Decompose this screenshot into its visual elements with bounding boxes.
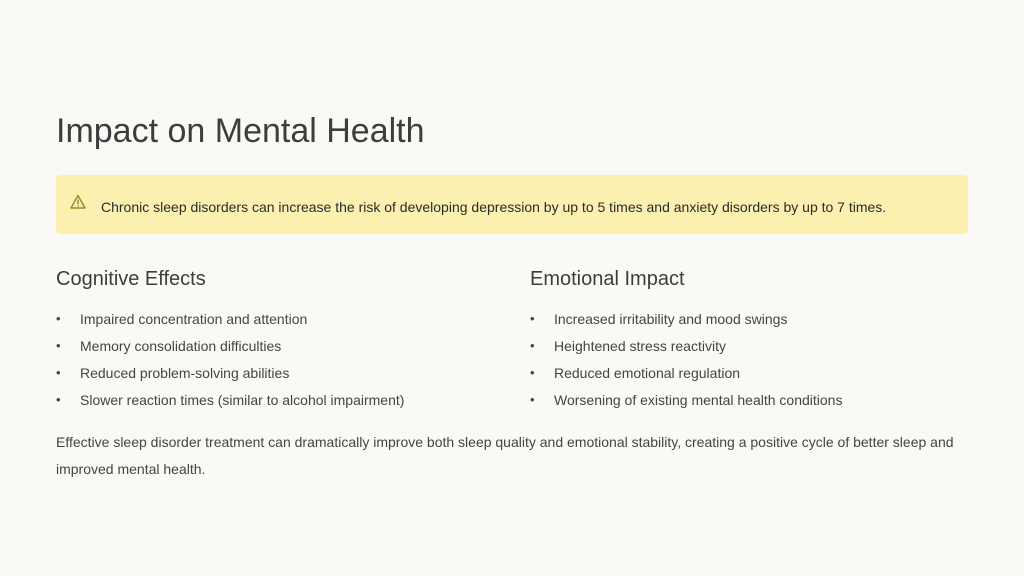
callout-text: Chronic sleep disorders can increase the risk of developing depression by up to 5 times and anxiety disorders by up to 7 times. (101, 199, 887, 215)
warning-callout (56, 175, 968, 234)
list-item (56, 364, 496, 391)
bullet: • (530, 338, 535, 353)
emotional-impact-list (530, 310, 970, 418)
list-item (530, 364, 970, 391)
list-item-text: Memory consolidation difficulties (80, 338, 282, 354)
list-item (530, 391, 970, 418)
list-item-text: Worsening of existing mental health conditions (554, 392, 843, 408)
page-title: Impact on Mental Health (56, 112, 425, 150)
conclusion-text: Effective sleep disorder treatment can dramatically improve both sleep quality and emotional stability, creating a positive cycle of better sleep and improved mental health. (56, 434, 954, 477)
list-item (56, 337, 496, 364)
cognitive-effects-section (56, 266, 496, 408)
cognitive-effects-heading: Cognitive Effects (56, 268, 206, 290)
list-item (56, 310, 496, 337)
list-item (56, 391, 496, 418)
bullet: • (530, 365, 535, 380)
list-item-text: Heightened stress reactivity (554, 338, 726, 354)
list-item-text: Increased irritability and mood swings (554, 311, 788, 327)
bullet: • (530, 311, 535, 326)
emotional-impact-heading: Emotional Impact (530, 268, 685, 290)
bullet: • (56, 311, 61, 326)
emotional-impact-section (530, 266, 970, 408)
slide (56, 0, 968, 576)
bullet: • (56, 365, 61, 380)
cognitive-effects-list (56, 310, 496, 418)
bullet: • (530, 392, 535, 407)
list-item-text: Impaired concentration and attention (80, 311, 308, 327)
bullet: • (56, 338, 61, 353)
list-item (530, 310, 970, 337)
list-item-text: Reduced emotional regulation (554, 365, 741, 381)
list-item-text: Reduced problem-solving abilities (80, 365, 290, 381)
list-item (530, 337, 970, 364)
bullet: • (56, 392, 61, 407)
warning-icon (70, 194, 86, 210)
list-item-text: Slower reaction times (similar to alcohol impairment) (80, 392, 405, 408)
